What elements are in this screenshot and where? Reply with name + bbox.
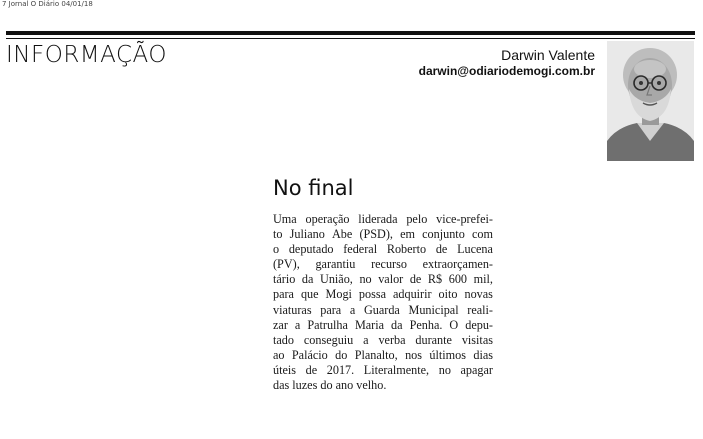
article-word: valor bbox=[378, 272, 404, 287]
article-word: com bbox=[471, 227, 493, 242]
article-word: operação bbox=[305, 212, 350, 226]
article-word: de bbox=[305, 362, 318, 377]
article-word: mil, bbox=[473, 272, 493, 287]
author-email: darwin@odiariodemogi.com.br bbox=[418, 64, 595, 78]
article-line bbox=[273, 257, 493, 272]
article-word: durante bbox=[415, 332, 452, 347]
article-word: Penha. bbox=[409, 317, 443, 332]
article-word: Lucena bbox=[457, 242, 493, 257]
article-word: que bbox=[300, 287, 319, 302]
article-word: 2017. bbox=[326, 362, 355, 377]
article-word: to bbox=[273, 227, 283, 242]
article-word: oito bbox=[438, 287, 458, 302]
article-word: Juliano bbox=[289, 227, 325, 242]
article-word: nos bbox=[405, 347, 423, 362]
article-word: Uma bbox=[273, 212, 297, 226]
article-word: O bbox=[449, 317, 459, 332]
article-word: pelo bbox=[406, 212, 428, 226]
article-line bbox=[273, 363, 493, 378]
article-title: No final bbox=[273, 176, 354, 200]
article-word: União, bbox=[320, 272, 353, 287]
article-word: tário bbox=[273, 272, 296, 287]
article-word: conseguiu bbox=[303, 332, 354, 347]
article-word: Abe bbox=[331, 227, 353, 242]
section-title: INFORMAÇÃO bbox=[6, 42, 167, 68]
article-word: Palácio bbox=[291, 347, 328, 362]
article-word: no bbox=[359, 272, 372, 287]
page-header-stamp: 7 Jornal O Diário 04/01/18 bbox=[2, 0, 93, 8]
article-word: do bbox=[335, 347, 348, 362]
article-word: no bbox=[438, 362, 451, 377]
article-word: em bbox=[400, 227, 415, 242]
header-rule-thin bbox=[6, 38, 695, 39]
author-portrait-icon bbox=[607, 41, 694, 161]
article-word: (PV), bbox=[273, 257, 300, 272]
article-word: extraorçamen- bbox=[422, 257, 493, 272]
article-line bbox=[273, 333, 493, 348]
article-word: vice-prefei- bbox=[436, 212, 493, 226]
article-word: para bbox=[273, 287, 294, 302]
article-word: para bbox=[320, 302, 342, 317]
article-word: do bbox=[320, 378, 336, 393]
article-line bbox=[273, 348, 493, 363]
article-line bbox=[273, 303, 493, 318]
author-photo bbox=[607, 41, 694, 161]
article-word: dias bbox=[473, 347, 493, 362]
article-word: tado bbox=[273, 332, 294, 347]
article-word: de bbox=[435, 242, 448, 257]
article-word: zar bbox=[273, 317, 288, 332]
article-word: velho. bbox=[356, 378, 387, 393]
article-word: R$ bbox=[427, 272, 443, 287]
article-body bbox=[273, 212, 493, 393]
author-name: Darwin Valente bbox=[501, 47, 595, 63]
article-word: úteis bbox=[273, 362, 297, 377]
article-word: Mogi bbox=[325, 287, 352, 302]
article-line bbox=[273, 242, 493, 257]
article-word: verba bbox=[378, 332, 406, 347]
article-word: deputado bbox=[288, 242, 334, 257]
article-word: das bbox=[273, 378, 293, 393]
article-line bbox=[273, 318, 493, 333]
article-word: depu- bbox=[465, 317, 493, 332]
article-word: liderada bbox=[358, 212, 398, 226]
article-word: reali- bbox=[467, 302, 493, 317]
article-word: a bbox=[294, 317, 301, 332]
article-word: viaturas bbox=[273, 302, 312, 317]
article-line bbox=[273, 378, 493, 393]
article-word: visitas bbox=[461, 332, 493, 347]
article-line bbox=[273, 212, 493, 227]
article-word: Maria bbox=[354, 317, 385, 332]
article-word: Guarda bbox=[363, 302, 400, 317]
article-word: Patrulha bbox=[307, 317, 348, 332]
article-word: ano bbox=[335, 378, 357, 393]
article-word: Municipal bbox=[408, 302, 459, 317]
article-word: ao bbox=[273, 347, 285, 362]
article-word: luzes bbox=[292, 378, 321, 393]
header-rule-thick bbox=[6, 31, 695, 35]
article-line bbox=[273, 272, 493, 287]
article-word: (PSD), bbox=[359, 227, 393, 242]
article-word: Roberto bbox=[386, 242, 427, 257]
article-word: Planalto, bbox=[354, 347, 398, 362]
article-word: garantiu bbox=[315, 257, 356, 272]
article-word: a bbox=[349, 302, 356, 317]
article-word: da bbox=[301, 272, 314, 287]
article-word: apagar bbox=[460, 362, 493, 377]
article-word: possa bbox=[358, 287, 387, 302]
article-word: recurso bbox=[371, 257, 407, 272]
article-word: adquirir bbox=[392, 287, 432, 302]
article-line bbox=[273, 287, 493, 302]
article-word: novas bbox=[464, 287, 493, 302]
article-word: 600 bbox=[448, 272, 468, 287]
article-word: Literalmente, bbox=[363, 362, 430, 377]
article-word: conjunto bbox=[422, 227, 465, 242]
article-word: de bbox=[409, 272, 422, 287]
article-word: federal bbox=[343, 242, 378, 257]
article-word: a bbox=[363, 332, 369, 347]
article-word: da bbox=[391, 317, 403, 332]
article-word: o bbox=[273, 242, 280, 257]
article-word: últimos bbox=[429, 347, 466, 362]
article-line bbox=[273, 227, 493, 242]
